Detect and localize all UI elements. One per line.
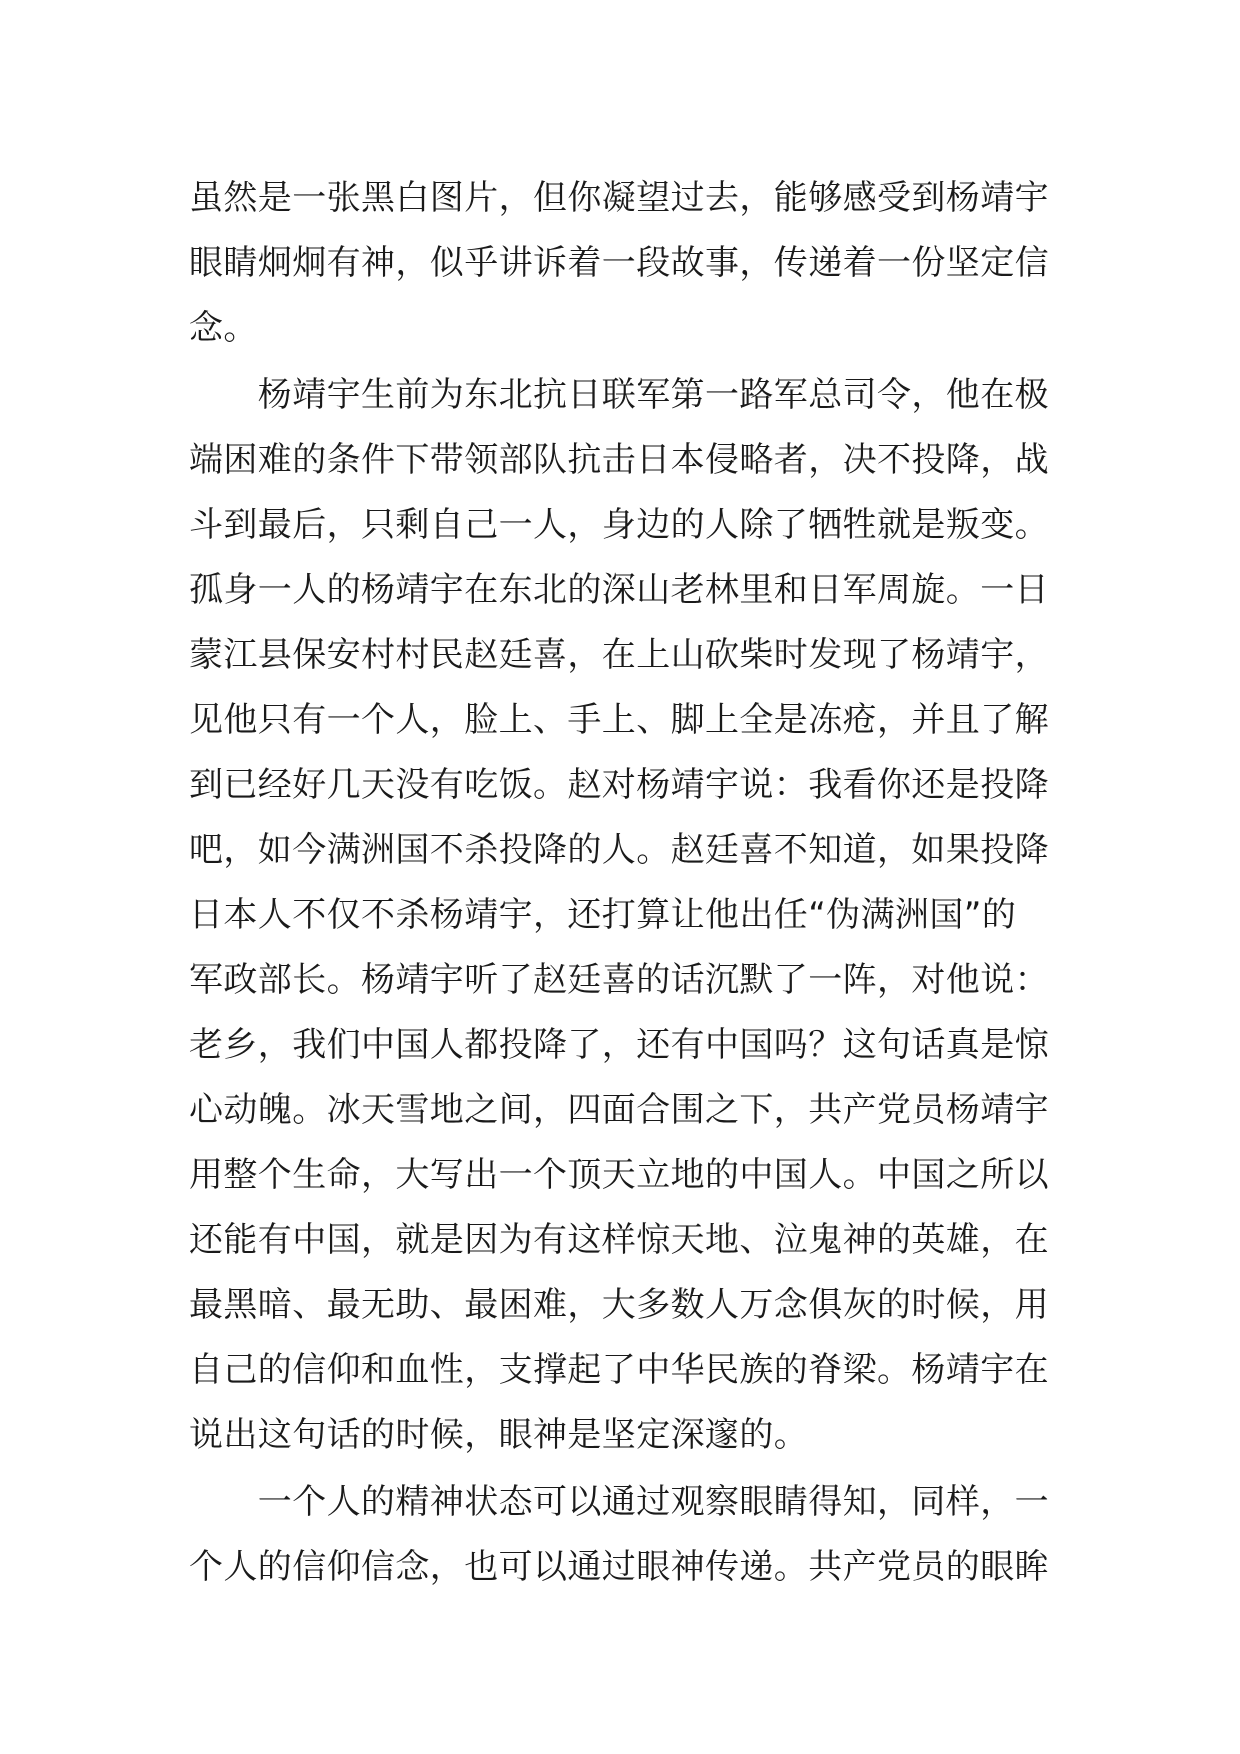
text-line: 眼睛炯炯有神，似乎讲诉着一段故事，传递着一份坚定信 xyxy=(189,243,1049,283)
text-line: 虽然是一张黑白图片，但你凝望过去，能够感受到杨靖宇 xyxy=(189,178,1049,218)
text-line: 自己的信仰和血性，支撑起了中华民族的脊梁。杨靖宇在 xyxy=(189,1350,1049,1390)
text-line: 用整个生命，大写出一个顶天立地的中国人。中国之所以 xyxy=(189,1155,1049,1195)
text-line: 说出这句话的时候，眼神是坚定深邃的。 xyxy=(189,1415,809,1455)
text-line: 端困难的条件下带领部队抗击日本侵略者，决不投降，战 xyxy=(189,440,1049,480)
text-line: 还能有中国，就是因为有这样惊天地、泣鬼神的英雄，在 xyxy=(189,1220,1049,1260)
text-line: 孤身一人的杨靖宇在东北的深山老林里和日军周旋。一日 xyxy=(189,570,1049,610)
text-line: 念。 xyxy=(189,308,258,348)
text-line: 日本人不仅不杀杨靖宇，还打算让他出任“伪满洲国”的 xyxy=(189,895,1017,935)
text-line: 杨靖宇生前为东北抗日联军第一路军总司令，他在极 xyxy=(189,375,1049,415)
text-line: 一个人的精神状态可以通过观察眼睛得知，同样，一 xyxy=(189,1482,1049,1522)
body-text xyxy=(189,166,1057,1600)
text-line: 最黑暗、最无助、最困难，大多数人万念俱灰的时候，用 xyxy=(189,1285,1049,1325)
text-line: 见他只有一个人，脸上、手上、脚上全是冻疮，并且了解 xyxy=(189,700,1049,740)
text-line: 个人的信仰信念，也可以通过眼神传递。共产党员的眼眸 xyxy=(189,1547,1049,1587)
text-line: 军政部长。杨靖宇听了赵廷喜的话沉默了一阵，对他说： xyxy=(189,960,1049,1000)
text-line: 吧，如今满洲国不杀投降的人。赵廷喜不知道，如果投降 xyxy=(189,830,1049,870)
paragraph xyxy=(189,166,1057,361)
paragraph xyxy=(189,1470,1057,1600)
paragraph xyxy=(189,363,1057,1468)
text-line: 老乡，我们中国人都投降了，还有中国吗？这句话真是惊 xyxy=(189,1025,1049,1065)
text-line: 心动魄。冰天雪地之间，四面合围之下，共产党员杨靖宇 xyxy=(189,1090,1049,1130)
text-line: 到已经好几天没有吃饭。赵对杨靖宇说：我看你还是投降 xyxy=(189,765,1049,805)
text-line: 斗到最后，只剩自己一人，身边的人除了牺牲就是叛变。 xyxy=(189,505,1049,545)
text-line: 蒙江县保安村村民赵廷喜，在上山砍柴时发现了杨靖宇， xyxy=(189,635,1049,675)
